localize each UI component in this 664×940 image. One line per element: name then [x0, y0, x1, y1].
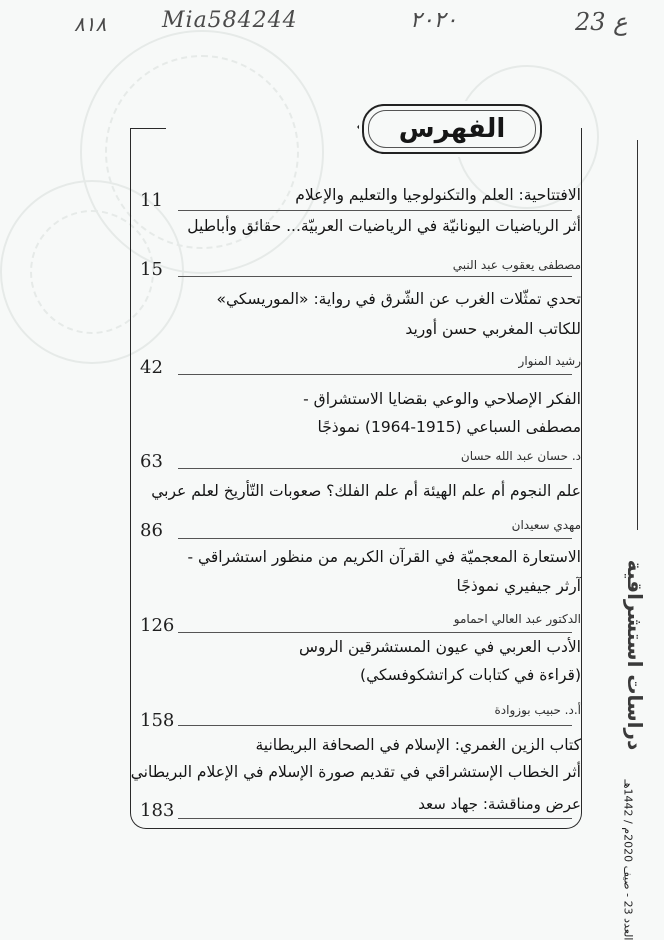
toc-rule — [178, 374, 572, 375]
issue-info: العدد 23 - صيف 2020م / 1442هـ — [621, 779, 635, 940]
toc-rule — [178, 632, 572, 633]
toc-entry-author: رشيد المنوار — [518, 354, 581, 368]
handwritten-issue-number: 23 ع — [575, 8, 628, 36]
toc-entry-title[interactable]: الافتتاحية: العلم والتكنولوجيا والتعليم والإعلام — [295, 186, 581, 204]
toc-entry-title[interactable]: أثر الخطاب الإستشراقي في تقديم صورة الإسلام في الإعلام البريطاني — [130, 763, 581, 781]
handwritten-corner-mark: ٨١٨ — [74, 12, 107, 36]
toc-entry-title[interactable]: كتاب الزين الغمري: الإسلام في الصحافة البريطانية — [255, 736, 581, 754]
toc-page-number: 126 — [140, 615, 175, 636]
handwritten-year: ٢٠٢٠ — [410, 8, 458, 33]
toc-page-number: 42 — [140, 357, 163, 378]
toc-entry-author: مصطفى يعقوب عبد النبي — [452, 258, 581, 272]
toc-entry-title[interactable]: آرثر جيفيري نموذجًا — [456, 577, 581, 595]
toc-entry-author: الدكتور عبد العالي احمامو — [453, 612, 581, 626]
toc-entry-title[interactable]: الفكر الإصلاحي والوعي بقضايا الاستشراق - — [303, 390, 581, 408]
toc-page-number: 15 — [140, 259, 163, 280]
toc-entry-title[interactable]: للكاتب المغربي حسن أوريد — [405, 320, 581, 338]
frame-top-edge — [130, 128, 166, 130]
toc-entry-title[interactable]: الاستعارة المعجميّة في القرآن الكريم من منظور استشراقي - — [187, 548, 581, 566]
journal-name: دراسات استشراقية — [623, 559, 647, 751]
toc-page-number: 183 — [140, 800, 175, 821]
toc-entry-author: د. حسان عبد الله حسان — [460, 449, 581, 463]
toc-page-number: 158 — [140, 710, 175, 731]
toc-entry-title[interactable]: الأدب العربي في عيون المستشرقين الروس — [299, 638, 581, 656]
toc-entry-author: عرض ومناقشة: جهاد سعد — [418, 795, 581, 813]
toc-entry-title[interactable]: مصطفى السباعي (1915-1964) نموذجًا — [317, 418, 581, 436]
toc-page-number: 11 — [140, 190, 163, 211]
toc-rule — [178, 538, 572, 539]
toc-rule — [178, 210, 572, 211]
toc-entry-title[interactable]: (قراءة في كتابات كراتشكوفسكي) — [360, 666, 581, 684]
page-title: الفهرس — [398, 114, 506, 144]
handwritten-accession-code: Mia584244 — [162, 8, 298, 33]
toc-entry-title[interactable]: أثر الرياضيات اليونانيّة في الرياضيات العربيّة... حقائق وأباطيل — [187, 217, 581, 235]
toc-rule — [178, 468, 572, 469]
toc-entry-title[interactable]: علم النجوم أم علم الهيئة أم علم الفلك؟ صعوبات التّأريخ لعلم عربي — [151, 482, 581, 500]
toc-page-number: 86 — [140, 520, 163, 541]
toc-rule — [178, 276, 572, 277]
toc-rule — [178, 725, 572, 726]
toc-entry-title[interactable]: تحدي تمثّلات الغرب عن الشّرق في رواية: «الموريسكي» — [216, 290, 581, 308]
toc-entry-author: مهدي سعيدان — [511, 518, 581, 532]
toc-page-number: 63 — [140, 451, 163, 472]
toc-rule — [178, 818, 572, 819]
journal-spine-info — [608, 470, 664, 940]
toc-entry-author: أ.د. حبيب بوزوادة — [494, 703, 581, 717]
page-title-cartouche — [362, 104, 542, 154]
